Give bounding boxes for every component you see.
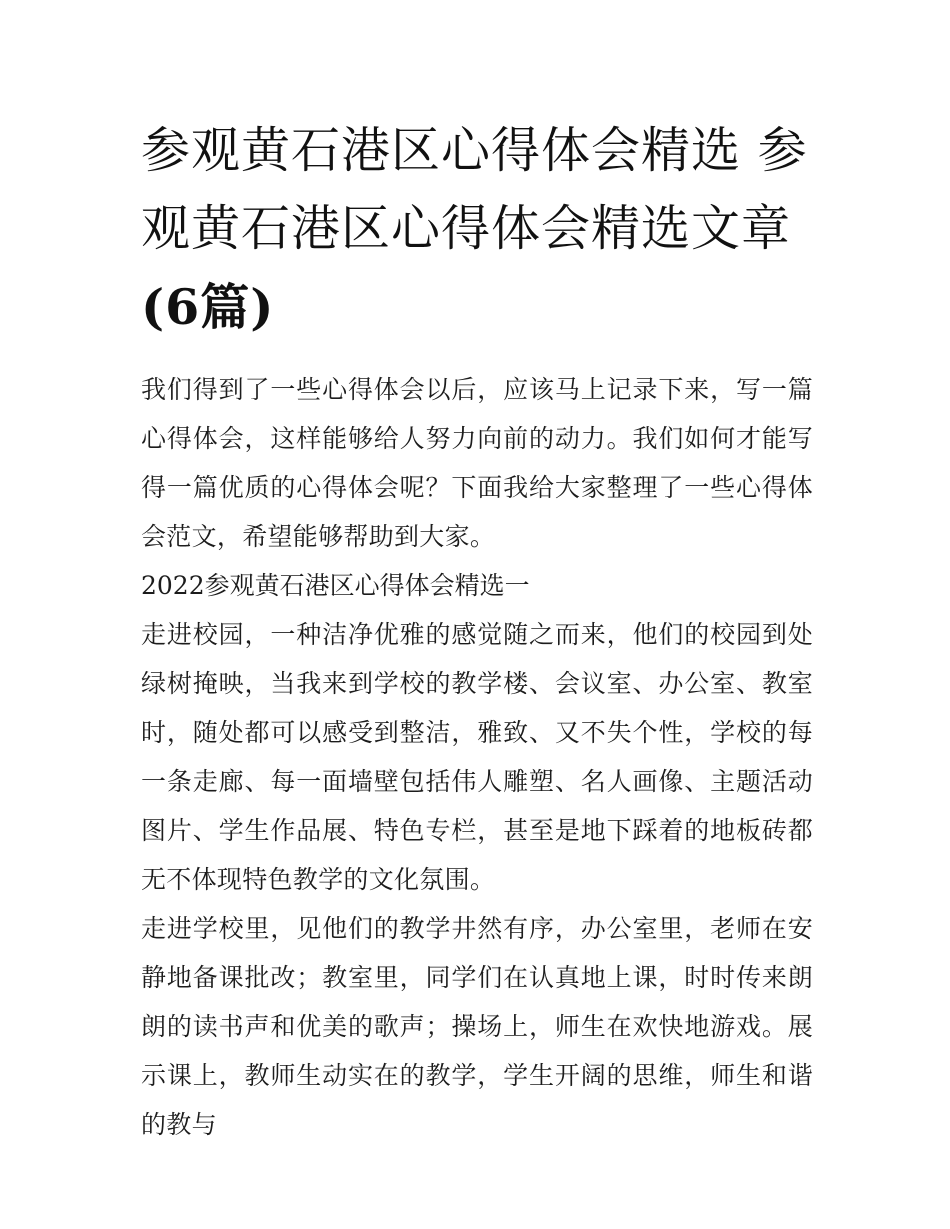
document-body [141, 365, 813, 1149]
body-paragraph-1: 走进校园，一种洁净优雅的感觉随之而来，他们的校园到处绿树掩映，当我来到学校的教学楼、会议室、办公室、教室时，随处都可以感受到整洁，雅致、又不失个性，学校的每一条走廊、每一面墙壁包括伟人雕塑、名人画像、主题活动图片、学生作品展、特色专栏，甚至是地下踩着的地板砖都无不体现特色教学的文化氛围。 [141, 620, 813, 894]
title-count: (6篇) [141, 278, 275, 336]
document-title [141, 112, 813, 347]
body-paragraph-2: 走进学校里，见他们的教学井然有序，办公室里，老师在安静地备课批改；教室里，同学们在认真地上课，时时传来朗朗的读书声和优美的歌声；操场上，师生在欢快地游戏。展示课上，教师生动实在的教学，学生开阔的思维，师生和谐的教与 [141, 914, 813, 1139]
title-main: 参观黄石港区心得体会精选 参观黄石港区心得体会精选文章 [141, 122, 808, 257]
section-heading: 2022参观黄石港区心得体会精选一 [141, 571, 530, 600]
document-content [141, 112, 813, 1149]
intro-paragraph: 我们得到了一些心得体会以后，应该马上记录下来，写一篇心得体会，这样能够给人努力向前的动力。我们如何才能写得一篇优质的心得体会呢？下面我给大家整理了一些心得体会范文，希望能够帮助到大家。 [141, 375, 813, 551]
